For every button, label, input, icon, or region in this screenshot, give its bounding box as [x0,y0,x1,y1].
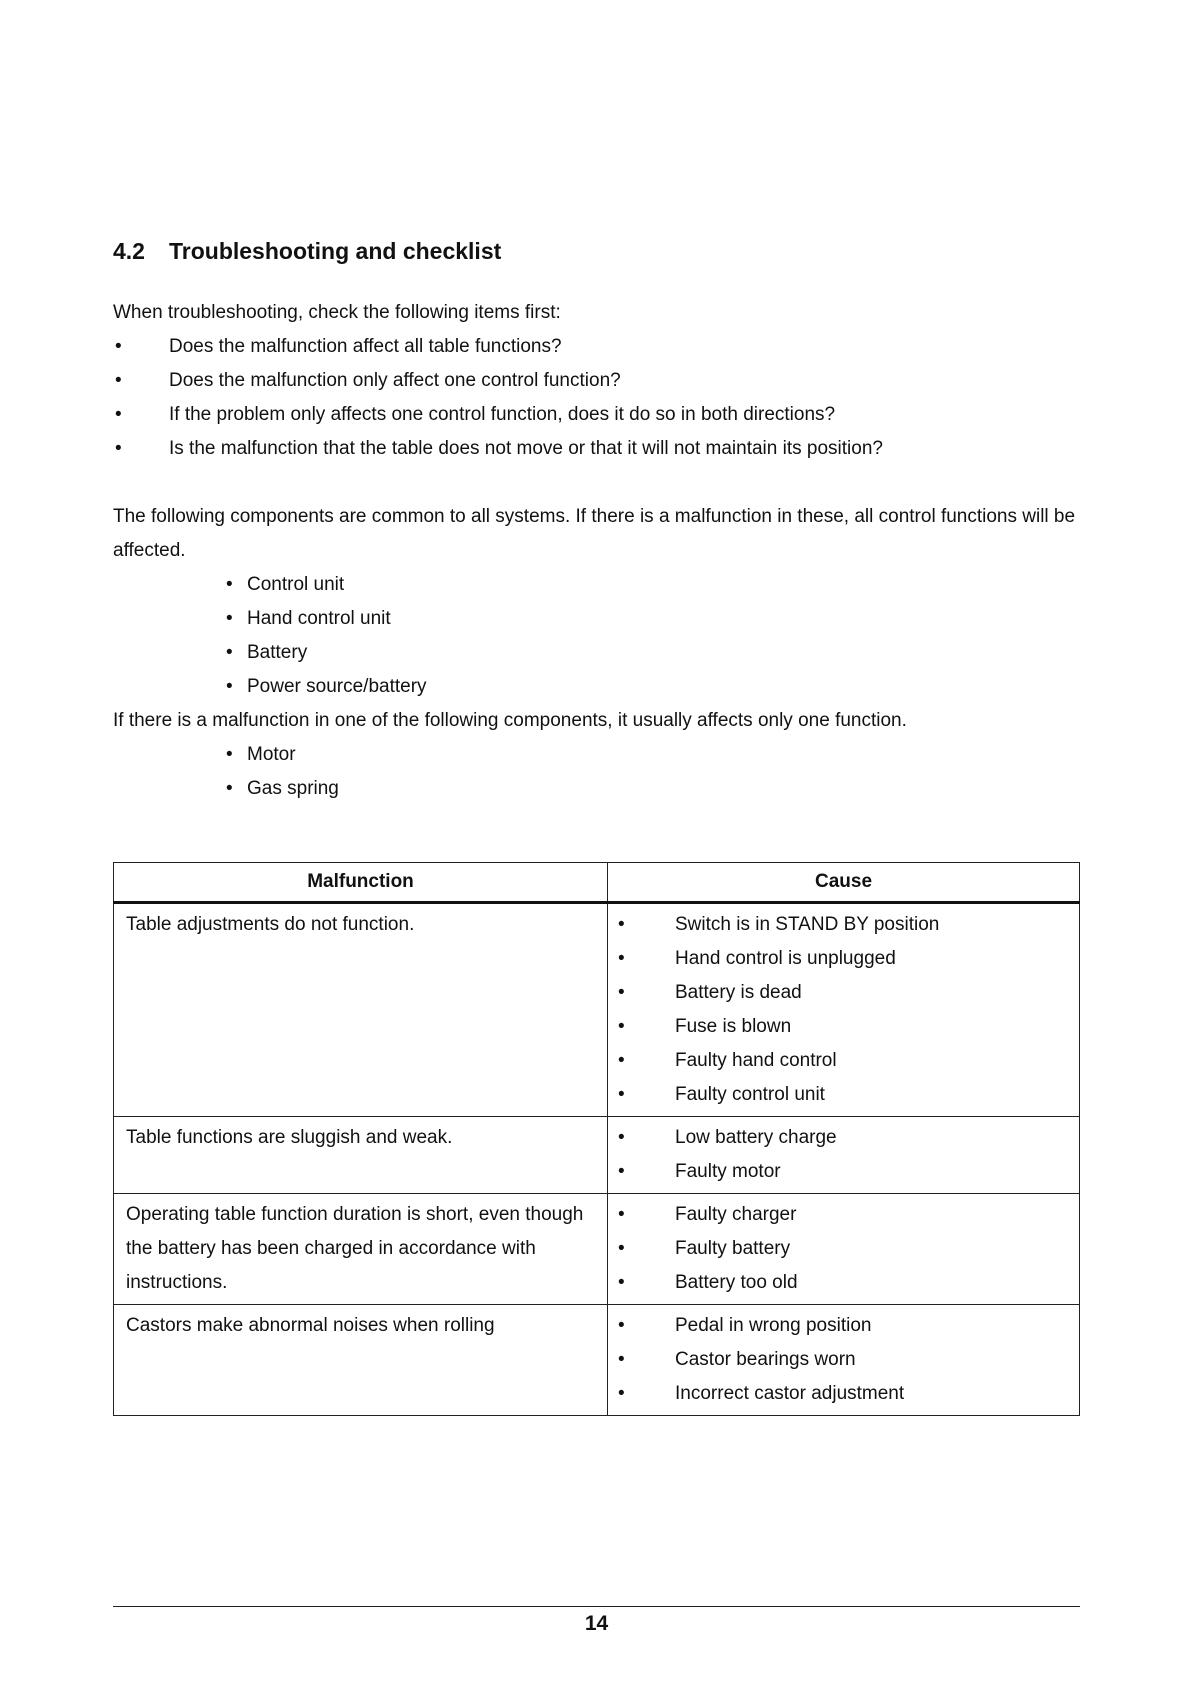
cause-item: • Faulty battery [618,1238,791,1259]
malfunction-cell: Operating table function duration is short, even though the battery has been charged in accordance with instructions. [114,1194,608,1305]
table-row [114,1117,1080,1194]
cause-cell [608,903,1080,1117]
cause-item: • Faulty control unit [618,1084,825,1105]
cause-header: Cause [608,863,1080,903]
list-item: • Does the malfunction affect all table functions? [115,336,562,357]
troubleshooting-table [113,862,1080,1416]
question-list [113,330,1080,466]
cause-item: • Faulty charger [618,1204,797,1225]
common-components-text: The following components are common to all systems. If there is a malfunction in these, all control functions will be affected. [113,506,1076,561]
document-page [113,0,1080,1684]
cause-item: • Faulty motor [618,1161,781,1182]
table-row [114,1194,1080,1305]
single-function-text: If there is a malfunction in one of the following components, it usually affects only one function. [113,710,907,731]
section-number: 4.2 [113,238,145,264]
cause-cell [608,1117,1080,1194]
list-item: • Battery [226,642,308,663]
list-item: • Control unit [226,574,345,595]
cause-item: • Low battery charge [618,1127,837,1148]
intro-lead: When troubleshooting, check the following items first: [113,302,561,323]
malfunction-header: Malfunction [114,863,608,903]
cause-item: • Hand control is unplugged [618,948,896,969]
page-number: 14 [584,1612,609,1635]
intro-block [113,296,1080,806]
list-item: • Hand control unit [226,608,391,629]
cause-item: • Pedal in wrong position [618,1315,872,1336]
malfunction-cell: Table adjustments do not function. [114,903,608,1117]
cause-item: • Incorrect castor adjustment [618,1383,905,1404]
cause-item: • Battery is dead [618,982,802,1003]
malfunction-cell: Castors make abnormal noises when rolling [114,1305,608,1416]
list-item: • Power source/battery [226,676,427,697]
common-components-list [226,568,1080,704]
list-item: • Gas spring [226,778,339,799]
list-item: • Is the malfunction that the table does not move or that it will not maintain its position? [115,438,883,459]
cause-item: • Switch is in STAND BY position [618,914,940,935]
table-header-row [114,863,1080,903]
cause-item: • Battery too old [618,1272,798,1293]
malfunction-cell: Table functions are sluggish and weak. [114,1117,608,1194]
list-item: • Motor [226,744,296,765]
section-heading [113,238,501,265]
cause-item: • Faulty hand control [618,1050,837,1071]
cause-item: • Fuse is blown [618,1016,792,1037]
section-title: Troubleshooting and checklist [169,238,502,264]
table-row [114,903,1080,1117]
cause-cell [608,1305,1080,1416]
single-function-list [226,738,1080,806]
table-row [114,1305,1080,1416]
footer-divider [113,1606,1080,1607]
list-item: • If the problem only affects one control function, does it do so in both directions? [115,404,836,425]
cause-cell [608,1194,1080,1305]
cause-item: • Castor bearings worn [618,1349,856,1370]
list-item: • Does the malfunction only affect one control function? [115,370,621,391]
